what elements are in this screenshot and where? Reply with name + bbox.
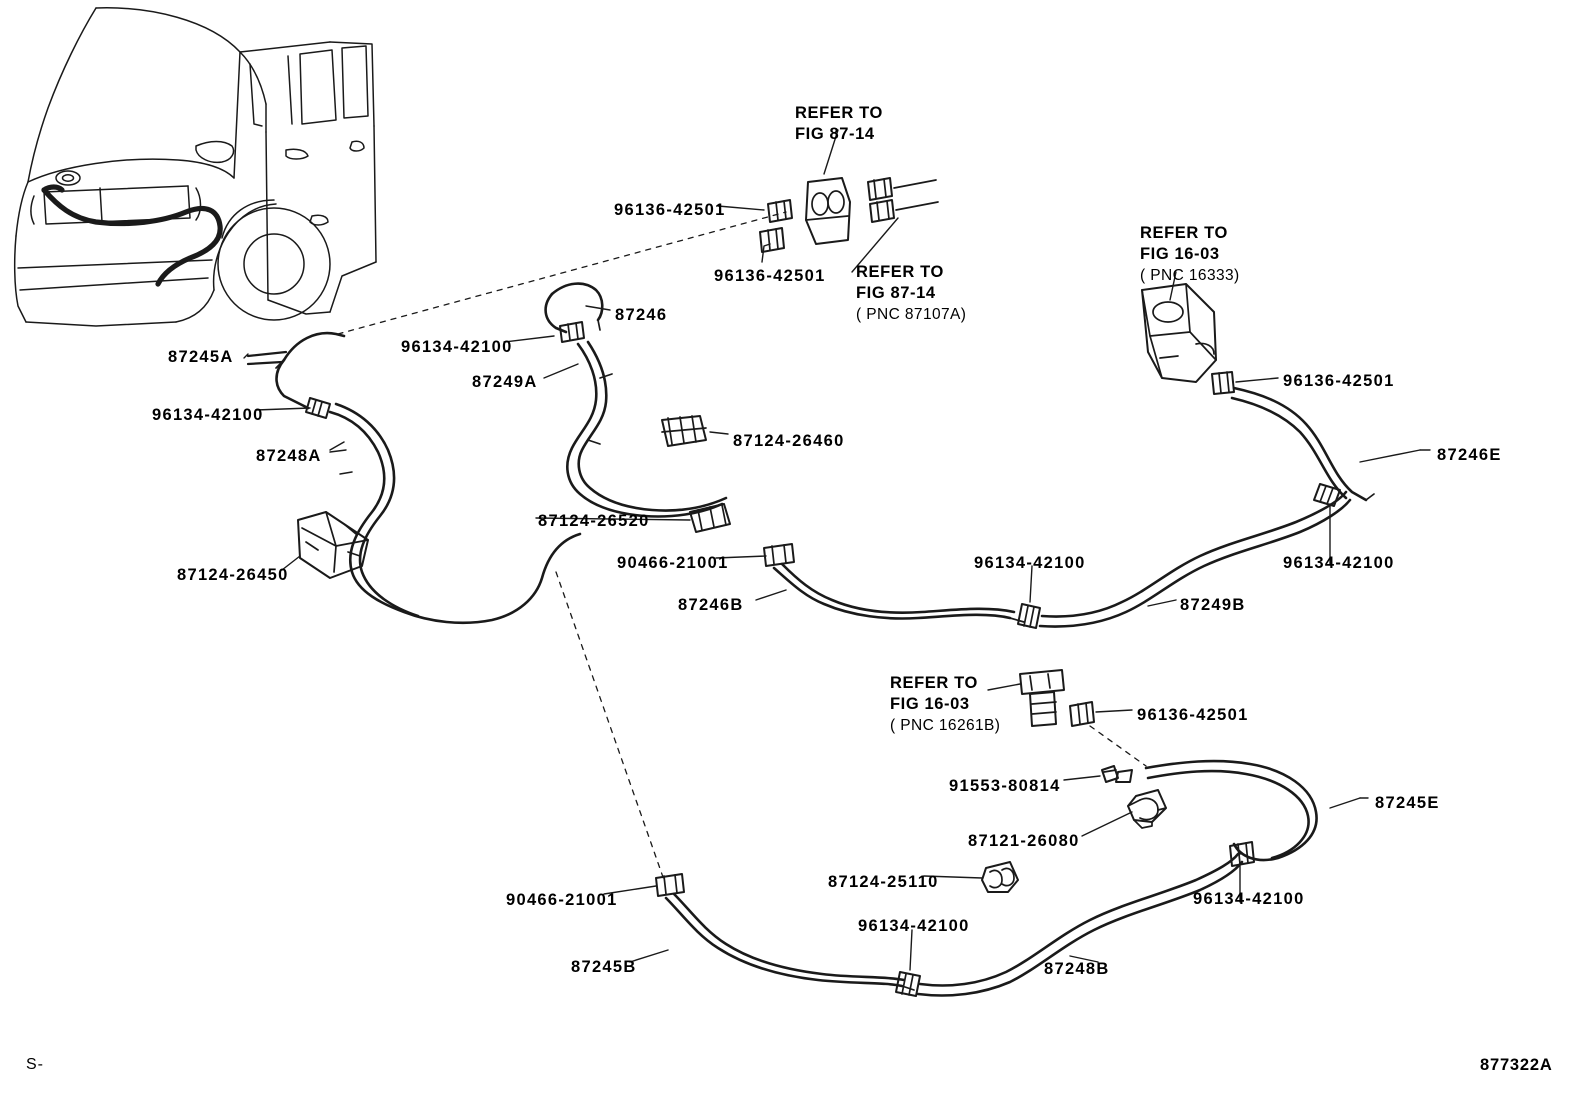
callout-96134-42100-d: 96134-42100 xyxy=(1283,554,1395,572)
clip-87124-25110 xyxy=(982,862,1018,892)
callout-87246e: 87246E xyxy=(1437,446,1502,464)
callout-pnc-16333: ( PNC 16333) xyxy=(1140,267,1240,284)
callout-refer-to-fig-16-03-a-line2: FIG 16-03 xyxy=(1140,245,1220,263)
hose-87245a-body xyxy=(248,352,286,364)
bracket-pnc-16333 xyxy=(1142,284,1216,382)
callout-pnc-16261b: ( PNC 16261B) xyxy=(890,717,1001,734)
callout-refer-to-fig-87-14-b-line1: REFER TO xyxy=(856,263,944,281)
callout-87121-26080: 87121-26080 xyxy=(968,832,1080,850)
clamp-87124-26460 xyxy=(662,416,706,446)
callout-87246b: 87246B xyxy=(678,596,744,614)
callout-90466-21001-lower: 90466-21001 xyxy=(506,891,618,909)
clip-96136-42501-a xyxy=(768,200,792,222)
callout-87246: 87246 xyxy=(615,306,668,324)
hose-87245a xyxy=(276,333,344,408)
hose-87246e xyxy=(1232,388,1374,500)
callout-pnc-87107a: ( PNC 87107A) xyxy=(856,306,967,323)
hose-87245b xyxy=(666,894,914,990)
clip-96136-42501-d xyxy=(1070,702,1094,726)
callout-96134-42100-e: 96134-42100 xyxy=(1193,890,1305,908)
callout-87248b: 87248B xyxy=(1044,960,1110,978)
vehicle-illustration xyxy=(15,8,376,326)
sheet-corner-mark: S- xyxy=(26,1056,44,1073)
callout-refer-to-fig-16-03-b-line1: REFER TO xyxy=(890,674,978,692)
callout-96136-42501-a: 96136-42501 xyxy=(614,201,726,219)
callout-87245a: 87245A xyxy=(168,348,234,366)
callout-87248a: 87248A xyxy=(256,447,322,465)
callout-refer-to-fig-87-14-a-line1: REFER TO xyxy=(795,104,883,122)
clip-96134-42100-f xyxy=(896,972,920,996)
callout-87245e: 87245E xyxy=(1375,794,1440,812)
hose-87249a xyxy=(567,342,726,517)
callout-87124-26450: 87124-26450 xyxy=(177,566,289,584)
callout-96136-42501-c: 96136-42501 xyxy=(1283,372,1395,390)
callout-87245b: 87245B xyxy=(571,958,637,976)
callout-90466-21001-upper: 90466-21001 xyxy=(617,554,729,572)
figure-code: 877322A xyxy=(1480,1056,1553,1074)
leader-dash-tee xyxy=(1090,726,1146,766)
bracket-87124-26450 xyxy=(298,512,368,578)
clip-96136-42501-c xyxy=(1212,372,1234,394)
callout-87249a: 87249A xyxy=(472,373,538,391)
callout-96134-42100-f: 96134-42100 xyxy=(858,917,970,935)
callout-91553-80814: 91553-80814 xyxy=(949,777,1061,795)
callout-refer-to-fig-87-14-a-line2: FIG 87-14 xyxy=(795,125,875,143)
callout-refer-to-fig-16-03-a-line1: REFER TO xyxy=(1140,224,1228,242)
connector-90466-21001-lower xyxy=(656,874,684,896)
callout-96136-42501-b: 96136-42501 xyxy=(714,267,826,285)
callout-87124-26520: 87124-26520 xyxy=(538,512,650,530)
callout-96134-42100-b: 96134-42100 xyxy=(401,338,513,356)
leader-dash-lower xyxy=(556,572,664,880)
callout-96136-42501-d: 96136-42501 xyxy=(1137,706,1249,724)
callout-87124-26460: 87124-26460 xyxy=(733,432,845,450)
callout-96134-42100-a: 96134-42100 xyxy=(152,406,264,424)
clamp-87121-26080 xyxy=(1128,790,1166,828)
callout-87124-25110: 87124-25110 xyxy=(828,873,939,891)
callout-87249b: 87249B xyxy=(1180,596,1246,614)
connector-fig-87-14 xyxy=(806,178,850,244)
callout-96134-42100-c: 96134-42100 xyxy=(974,554,1086,572)
tee-pnc-16261b xyxy=(1020,670,1064,726)
screw-91553-80814 xyxy=(1102,766,1132,782)
clip-96134-42100-c xyxy=(1018,604,1040,628)
callout-refer-to-fig-16-03-b-line2: FIG 16-03 xyxy=(890,695,970,713)
callout-refer-to-fig-87-14-b-line2: FIG 87-14 xyxy=(856,284,936,302)
connector-90466-21001-upper xyxy=(764,544,794,566)
nipple-pair-fig-87-14 xyxy=(868,178,938,222)
